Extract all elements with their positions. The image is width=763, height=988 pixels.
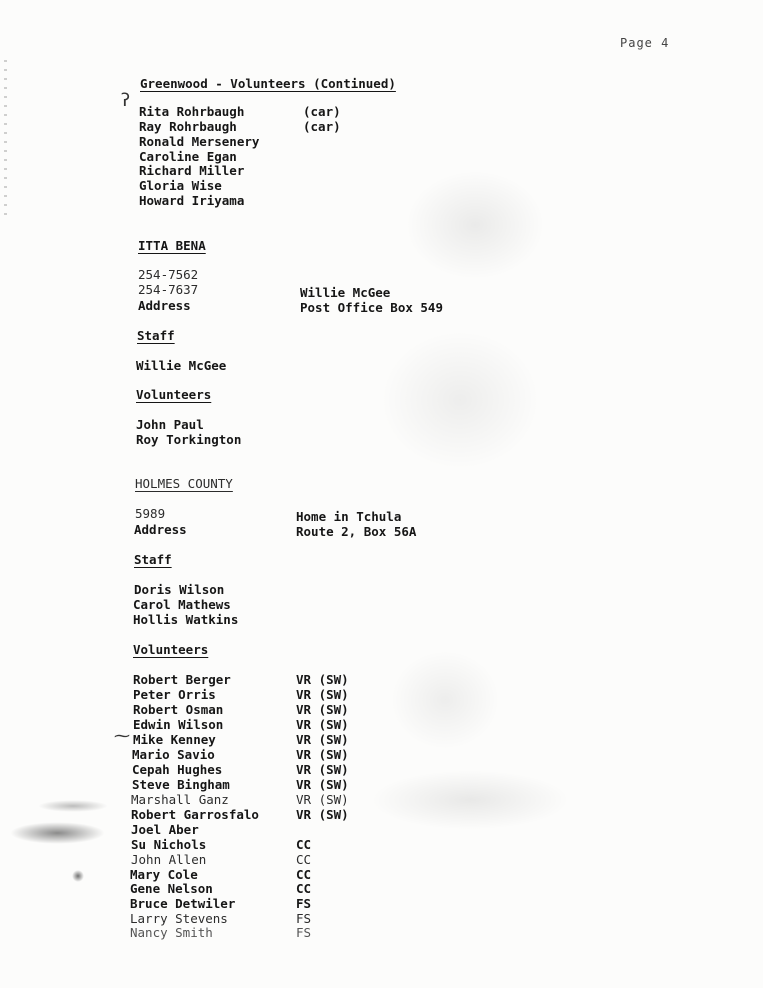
holmes-volunteer-code: CC — [296, 837, 312, 852]
holmes-volunteer-name: Robert Garrosfalo — [131, 807, 259, 822]
holmes-volunteer-code: VR (SW) — [296, 732, 349, 747]
scan-smudge — [72, 870, 84, 882]
greenwood-volunteer-name: Caroline Egan — [139, 149, 237, 164]
holmes-volunteer-name: Bruce Detwiler — [130, 896, 236, 911]
holmes-volunteer-name: Mike Kenney — [133, 732, 216, 747]
itta-bena-volunteer-name: John Paul — [136, 417, 204, 432]
scan-smudge — [380, 330, 540, 470]
holmes-volunteer-code: VR (SW) — [296, 792, 349, 807]
greenwood-heading: Greenwood - Volunteers (Continued) — [140, 76, 396, 91]
holmes-phone: 5989 — [135, 506, 166, 521]
holmes-volunteer-name: Peter Orris — [133, 687, 216, 702]
handwritten-dash: ⁓ — [114, 726, 130, 745]
holmes-volunteer-code: VR (SW) — [296, 687, 349, 702]
itta-bena-phone: 254-7562 — [138, 267, 199, 282]
handwritten-mark: ʔ — [120, 90, 131, 111]
holmes-volunteer-code: VR (SW) — [296, 777, 349, 792]
holmes-volunteer-code: FS — [296, 911, 312, 926]
itta-bena-address-label: Address — [138, 298, 191, 313]
greenwood-volunteer-name: Richard Miller — [139, 163, 245, 178]
holmes-volunteer-code: CC — [296, 852, 312, 867]
greenwood-volunteer-name: Rita Rohrbaugh — [139, 104, 245, 119]
itta-bena-heading: ITTA BENA — [138, 238, 206, 253]
holmes-volunteer-name: John Allen — [131, 852, 207, 867]
holmes-volunteers-heading: Volunteers — [133, 642, 209, 657]
holmes-volunteer-code: VR (SW) — [296, 807, 349, 822]
scan-smudge — [38, 800, 108, 812]
holmes-volunteer-name: Gene Nelson — [130, 881, 213, 896]
scan-edge-marks — [4, 60, 7, 220]
holmes-volunteer-name: Joel Aber — [131, 822, 199, 837]
itta-bena-staff-heading: Staff — [137, 328, 175, 343]
itta-bena-volunteers-heading: Volunteers — [136, 387, 212, 402]
holmes-address-label: Address — [134, 522, 187, 537]
greenwood-volunteer-note: (car) — [303, 104, 341, 119]
itta-bena-volunteer-name: Roy Torkington — [136, 432, 242, 447]
holmes-volunteer-name: Cepah Hughes — [132, 762, 223, 777]
holmes-volunteer-name: Robert Berger — [133, 672, 231, 687]
holmes-volunteer-code: CC — [296, 867, 312, 882]
holmes-staff-heading: Staff — [134, 552, 172, 567]
scan-smudge — [370, 770, 570, 830]
itta-bena-address-name: Willie McGee — [300, 285, 391, 300]
greenwood-volunteer-note: (car) — [303, 119, 341, 134]
holmes-volunteer-code: VR (SW) — [296, 762, 349, 777]
itta-bena-phone: 254-7637 — [138, 282, 199, 297]
itta-bena-address-line: Post Office Box 549 — [300, 300, 443, 315]
holmes-volunteer-name: Mary Cole — [130, 867, 198, 882]
scan-smudge — [390, 650, 500, 750]
scan-smudge — [10, 822, 105, 844]
holmes-volunteer-code: VR (SW) — [296, 747, 349, 762]
greenwood-volunteer-name: Gloria Wise — [139, 178, 222, 193]
holmes-address-line: Home in Tchula — [296, 509, 402, 524]
holmes-staff-name: Hollis Watkins — [133, 612, 239, 627]
holmes-staff-name: Doris Wilson — [134, 582, 225, 597]
holmes-volunteer-code: FS — [296, 925, 312, 940]
holmes-volunteer-name: Nancy Smith — [130, 925, 213, 940]
holmes-heading: HOLMES COUNTY — [135, 476, 233, 491]
page-number: Page 4 — [620, 36, 670, 50]
greenwood-volunteer-name: Ronald Mersenery — [139, 134, 260, 149]
greenwood-volunteer-name: Howard Iriyama — [139, 193, 245, 208]
holmes-volunteer-name: Robert Osman — [133, 702, 224, 717]
holmes-staff-name: Carol Mathews — [133, 597, 231, 612]
holmes-volunteer-code: VR (SW) — [296, 717, 349, 732]
holmes-volunteer-code: VR (SW) — [296, 702, 349, 717]
holmes-volunteer-name: Larry Stevens — [130, 911, 228, 926]
scan-smudge — [405, 170, 545, 280]
itta-bena-staff-name: Willie McGee — [136, 358, 227, 373]
holmes-volunteer-name: Steve Bingham — [132, 777, 230, 792]
holmes-volunteer-code: VR (SW) — [296, 672, 349, 687]
holmes-address-line: Route 2, Box 56A — [296, 524, 417, 539]
holmes-volunteer-name: Su Nichols — [131, 837, 207, 852]
holmes-volunteer-name: Edwin Wilson — [133, 717, 224, 732]
greenwood-volunteer-name: Ray Rohrbaugh — [139, 119, 237, 134]
holmes-volunteer-name: Mario Savio — [132, 747, 215, 762]
holmes-volunteer-code: CC — [296, 881, 312, 896]
holmes-volunteer-name: Marshall Ganz — [131, 792, 229, 807]
holmes-volunteer-code: FS — [296, 896, 312, 911]
